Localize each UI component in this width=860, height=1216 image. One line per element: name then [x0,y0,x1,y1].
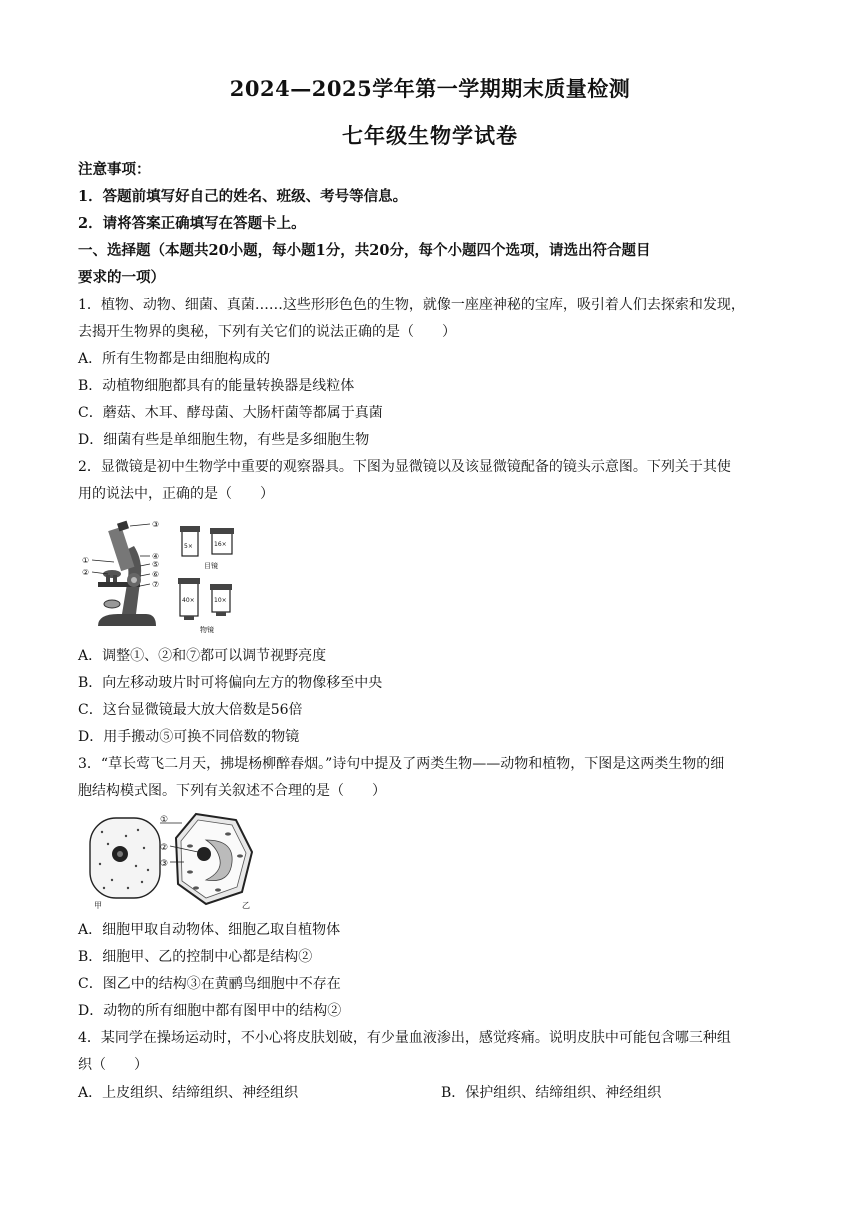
callout-5: ⑤ [152,560,160,569]
microscope-figure [78,518,250,636]
option-b: B．向左移动玻片时可将偏向左方的物像移至中央 [78,675,383,691]
plant-cell [176,814,252,904]
section-heading-cont: 要求的一项） [78,269,165,286]
notice-heading: 注意事项： [78,161,151,178]
option-b: B．动植物细胞都具有的能量转换器是线粒体 [78,378,355,394]
question-stem-cont: 用的说法中，正确的是（ ） [78,486,274,502]
notice-item: 1．答题前填写好自己的姓名、班级、考号等信息。 [78,188,408,205]
section-heading: 一、选择题（本题共20小题，每小题1分，共20分，每个小题四个选项，请选出符合题目 [78,242,651,259]
option-a: A．所有生物都是由细胞构成的 [78,351,271,367]
callout-1: ① [82,556,90,565]
option-a: A．调整①、②和⑦都可以调节视野亮度 [78,648,327,664]
eyepiece-mark-16x: 16× [214,541,227,548]
objective-mark-40x: 40× [182,597,195,604]
option-d: D．动物的所有细胞中都有图甲中的结构② [78,1003,342,1019]
option-a: A．细胞甲取自动物体、细胞乙取自植物体 [78,922,341,938]
cell-callout-2: ② [160,843,169,853]
animal-cell [90,818,160,898]
option-d: D．用手搬动⑤可换不同倍数的物镜 [78,729,300,745]
exam-subtitle: 七年级生物学试卷 [342,123,518,148]
question-stem: 4．某同学在操场运动时，不小心将皮肤划破，有少量血液渗出，感觉疼痛。说明皮肤中可能包含哪三种组 [78,1030,731,1046]
cell-structure-figure [78,810,256,910]
cell-label-yi: 乙 [242,901,250,910]
callout-3: ③ [152,520,160,529]
question-stem: 1．植物、动物、细菌、真菌……这些形形色色的生物，就像一座座神秘的宝库，吸引着人们去探索和发现， [78,297,745,313]
callout-7: ⑦ [152,580,160,589]
exam-title: 2024—2025学年第一学期期末质量检测 [229,76,631,101]
cell-callout-1: ① [160,815,169,825]
option-b: B．细胞甲、乙的控制中心都是结构② [78,949,313,965]
option-c: C．这台显微镜最大放大倍数是56倍 [78,702,303,718]
question-stem: 3．“草长莺飞二月天，拂堤杨柳醉春烟。”诗句中提及了两类生物——动物和植物，下图是这两类生物的细 [78,756,725,772]
question-stem: 2．显微镜是初中生物学中重要的观察器具。下图为显微镜以及该显微镜配备的镜头示意图。下列关于其使 [78,459,731,475]
question-stem-cont: 去揭开生物界的奥秘，下列有关它们的说法正确的是（ ） [78,324,456,340]
objective-mark-10x: 10× [214,597,227,604]
option-d: D．细菌有些是单细胞生物，有些是多细胞生物 [78,432,370,448]
option-b: B．保护组织、结缔组织、神经组织 [441,1085,662,1101]
option-c: C．蘑菇、木耳、酵母菌、大肠杆菌等都属于真菌 [78,405,383,421]
notice-item: 2．请将答案正确填写在答题卡上。 [78,215,306,232]
eyepiece-mark-5x: 5× [184,543,193,550]
question-stem-cont: 胞结构模式图。下列有关叙述不合理的是（ ） [78,783,386,799]
callout-2: ② [82,568,90,577]
callout-4: ④ [152,552,160,561]
callout-6: ⑥ [152,570,160,579]
microscope-illustration [92,521,156,626]
objective-label: 物镜 [200,626,214,634]
option-a: A．上皮组织、结缔组织、神经组织 [78,1085,299,1101]
cell-label-jia: 甲 [94,901,102,910]
eyepiece-label: 目镜 [204,562,218,570]
question-stem-cont: 织（ ） [78,1057,148,1073]
option-c: C．图乙中的结构③在黄鹂鸟细胞中不存在 [78,976,341,992]
cell-callout-3: ③ [160,859,169,869]
